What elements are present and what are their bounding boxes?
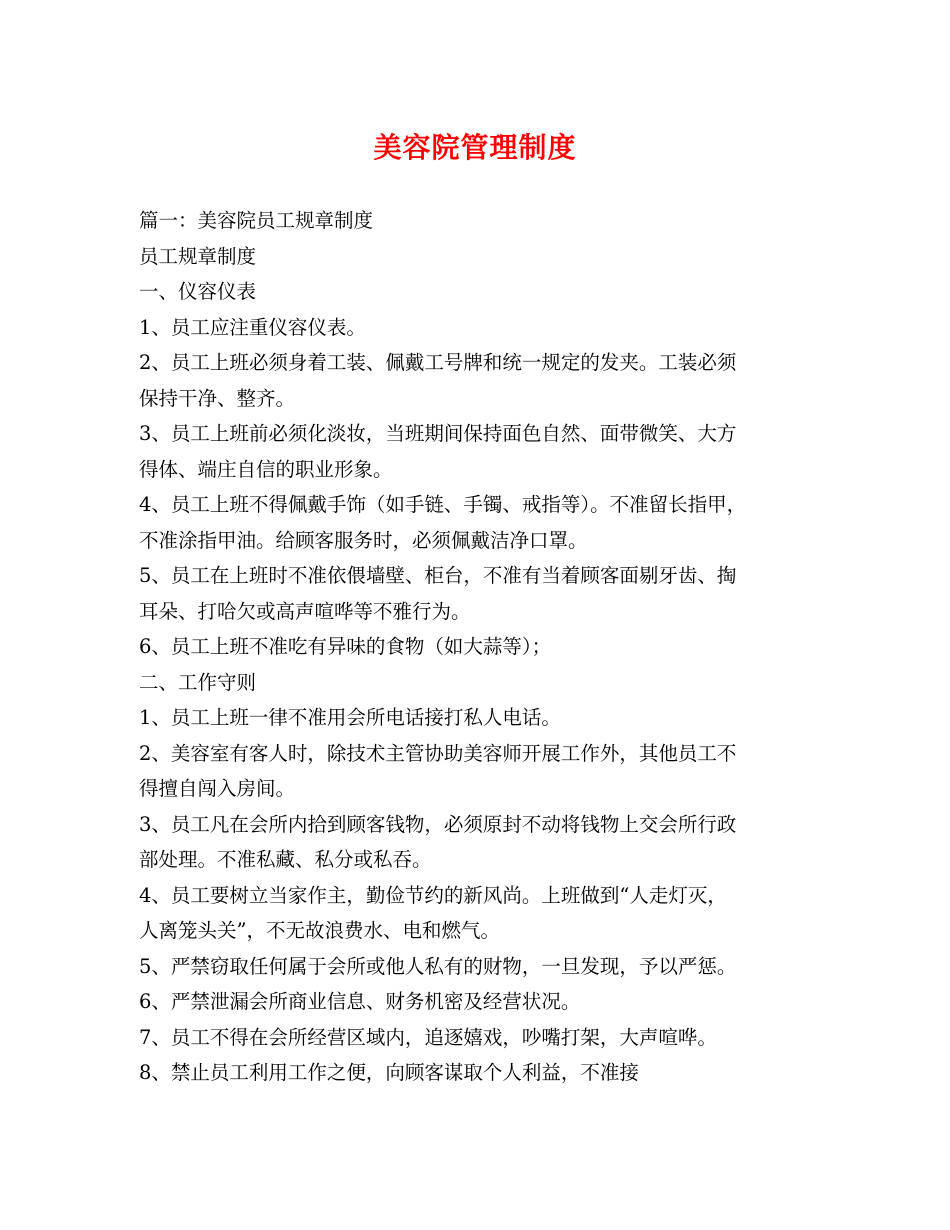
text-line: 6、员工上班不准吃有异味的食物（如大蒜等）； bbox=[139, 635, 552, 658]
text-line: 得擅自闯入房间。 bbox=[139, 777, 296, 800]
text-line: 4、员工要树立当家作主，勤俭节约的新风尚。上班做到“人走灯灭， bbox=[139, 883, 727, 907]
text-line: 不准涂指甲油。给顾客服务时，必须佩戴洁净口罩。 bbox=[139, 528, 588, 552]
text-line: 3、员工凡在会所内拾到顾客钱物，必须原封不动将钱物上交会所行政 bbox=[139, 812, 737, 836]
text-line: 6、严禁泄漏会所商业信息、财务机密及经营状况。 bbox=[139, 990, 581, 1013]
document-body bbox=[139, 203, 834, 1091]
text-line: 2、员工上班必须身着工装、佩戴工号牌和统一规定的发夹。工装必须 bbox=[139, 351, 737, 374]
text-line: 1、员工应注重仪容仪表。 bbox=[139, 315, 366, 339]
text-line: 8、禁止员工利用工作之便，向顾客谋取个人利益，不准接 bbox=[139, 1061, 639, 1084]
text-line: 5、严禁窃取任何属于会所或他人私有的财物，一旦发现，予以严惩。 bbox=[139, 954, 737, 978]
text-line: 员工规章制度 bbox=[139, 244, 257, 268]
text-line: 人离笼头关”，不无故浪费水、电和燃气。 bbox=[139, 919, 500, 942]
text-line: 3、员工上班前必须化淡妆，当班期间保持面色自然、面带微笑、大方 bbox=[139, 422, 737, 445]
text-line: 部处理。不准私藏、私分或私吞。 bbox=[139, 848, 432, 871]
text-line: 2、美容室有客人时，除技术主管协助美容师开展工作外，其他员工不 bbox=[139, 741, 737, 765]
document-title: 美容院管理制度 bbox=[373, 131, 577, 164]
text-line: 一、仪容仪表 bbox=[139, 280, 257, 303]
text-line: 1、员工上班一律不准用会所电话接打私人电话。 bbox=[139, 706, 561, 729]
text-line: 二、工作守则 bbox=[139, 670, 257, 694]
text-line: 篇一：美容院员工规章制度 bbox=[139, 209, 374, 232]
text-line: 得体、端庄自信的职业形象。 bbox=[139, 457, 393, 481]
text-line: 保持干净、整齐。 bbox=[139, 386, 296, 410]
text-line: 4、员工上班不得佩戴手饰（如手链、手镯、戒指等）。不准留长指甲， bbox=[139, 493, 747, 516]
text-line: 5、员工在上班时不准依偎墙壁、柜台，不准有当着顾客面剔牙齿、掏 bbox=[139, 564, 737, 587]
text-line: 7、员工不得在会所经营区域内，追逐嬉戏，吵嘴打架，大声喧哗。 bbox=[139, 1025, 717, 1049]
text-line: 耳朵、打哈欠或高声喧哗等不雅行为。 bbox=[139, 599, 471, 623]
